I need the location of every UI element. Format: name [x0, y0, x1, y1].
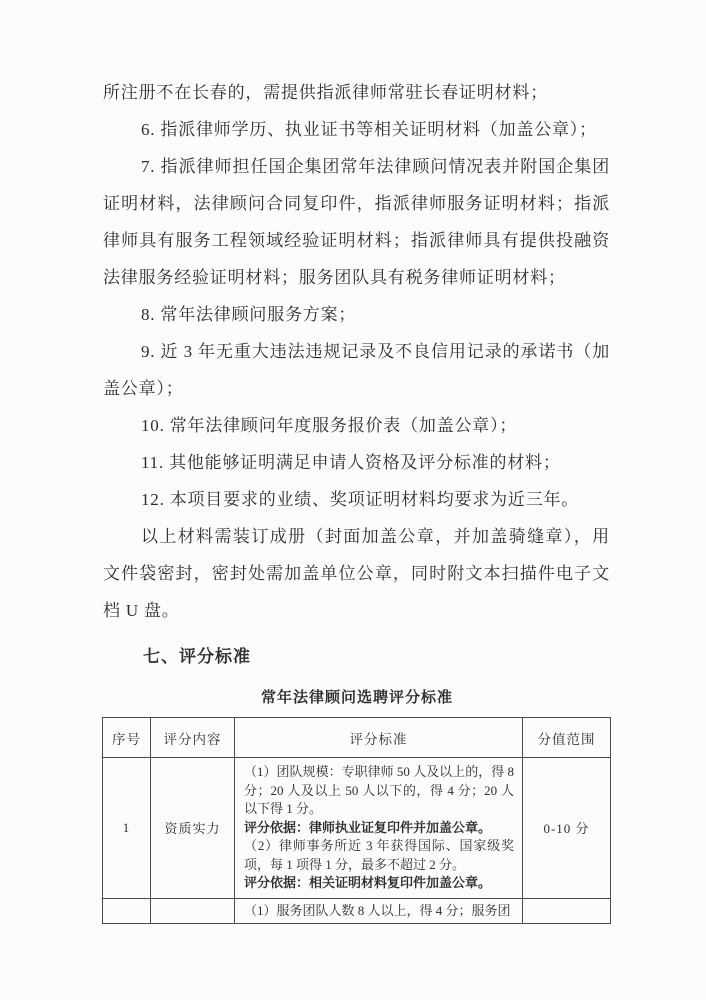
- paragraph: 12. 本项目要求的业绩、奖项证明材料均要求为近三年。: [141, 490, 580, 509]
- scoring-table-header: [103, 718, 611, 758]
- criteria-line: （1）团队规模：专职律师 50 人及以上的，得 8 分；20 人及以上 50 人以下的，得 4 分；20 人以下得 1 分。: [244, 764, 514, 816]
- criteria-line: （2）律师事务所近 3 年获得国际、国家级奖项，每 1 项得 1 分，最多不超过 2 分。: [244, 838, 514, 872]
- scoring-table-body: [103, 758, 611, 924]
- paragraph: 7. 指派律师担任国企集团常年法律顾问情况表并附国企集团证明材料，法律顾问合同复印件，指派律师服务证明材料；指派律师具有服务工程领域经验证明材料；指派律师具有提供投融资法律服务经验证明材料；服务团队具有税务律师证明材料；: [103, 157, 610, 287]
- cell-serial-number: 1: [103, 758, 151, 899]
- cell-score-criteria: [235, 898, 523, 924]
- paragraph: 8. 常年法律顾问服务方案；: [141, 305, 357, 324]
- cell-score-range: [523, 898, 611, 924]
- table-row: [103, 758, 611, 899]
- cell-score-category: [151, 898, 235, 924]
- criteria-line: 评分依据：律师执业证复印件并加盖公章。: [244, 819, 492, 835]
- cell-serial-number: [103, 898, 151, 924]
- cell-score-range: 0-10 分: [523, 758, 611, 899]
- scoring-table: [102, 717, 611, 924]
- column-header-criteria: 评分标准: [235, 718, 523, 758]
- paragraph: 10. 常年法律顾问年度服务报价表（加盖公章）；: [141, 416, 518, 435]
- paragraph-list: [103, 74, 610, 629]
- paragraph: 9. 近 3 年无重大违法违规记录及不良信用记录的承诺书（加盖公章）；: [103, 342, 610, 398]
- column-header-category: 评分内容: [151, 718, 235, 758]
- cell-score-criteria: [235, 758, 523, 899]
- table-row: [103, 898, 611, 924]
- table-title: 常年法律顾问选聘评分标准: [260, 690, 453, 706]
- cell-score-category: 资质实力: [151, 758, 235, 899]
- criteria-line: 评分依据：相关证明材料复印件加盖公章。: [244, 875, 492, 890]
- paragraph: 6. 指派律师学历、执业证书等相关证明材料（加盖公章）；: [141, 120, 597, 139]
- column-header-no: 序号: [103, 718, 151, 758]
- criteria-line: （1）服务团队人数 8 人以上，得 4 分；服务团: [244, 902, 511, 918]
- section-heading: 七、评分标准: [143, 647, 251, 666]
- paragraph: 11. 其他能够证明满足申请人资格及评分标准的材料；: [141, 453, 561, 472]
- paragraph: 所注册不在长春的，需提供指派律师常驻长春证明材料；: [103, 83, 548, 102]
- document-body: [103, 74, 610, 924]
- column-header-range: 分值范围: [523, 718, 611, 758]
- paragraph: 以上材料需装订成册（封面加盖公章，并加盖骑缝章），用文件袋密封，密封处需加盖单位公章，同时附文本扫描件电子文档 U 盘。: [103, 527, 610, 620]
